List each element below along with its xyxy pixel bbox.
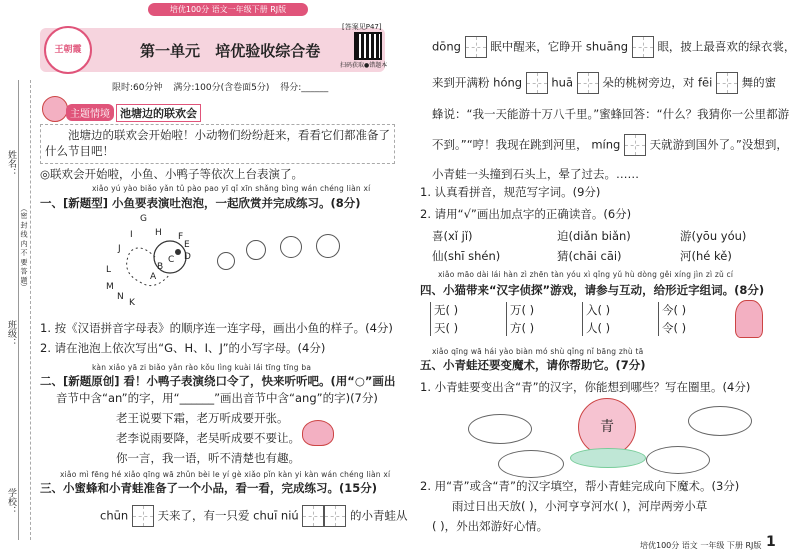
- pair-word[interactable]: 无( ): [434, 303, 459, 317]
- section3-pinyin: xiǎo mì fēng hé xiǎo qīng wā zhǔn bèi le yí gè xiǎo pǐn kàn yi kàn wán chéng liàn xí: [60, 470, 391, 479]
- theme-name: 池塘边的联欢会: [116, 104, 201, 122]
- page-title: [140, 40, 320, 61]
- reading-2-2[interactable]: 猜(chāi cāi): [557, 249, 622, 263]
- time-limit: 限时:60分钟: [112, 83, 163, 93]
- pair-word[interactable]: 方( ): [510, 321, 535, 335]
- text-1b: 眠中醒来，它睁开: [490, 39, 583, 54]
- subquestion-1: 1. 认真看拼音，规范写字词。(9分): [420, 185, 601, 199]
- section4-pinyin: xiǎo māo dài lái hàn zì zhēn tàn yóu xì qǐng yǔ hù dòng gěi xíng jìn zì zǔ cí: [438, 270, 734, 279]
- fish-letter-g[interactable]: G: [140, 214, 147, 224]
- full-score: 满分:100分(含卷面5分): [173, 83, 270, 93]
- theme-intro: [40, 124, 395, 164]
- page-number: 1: [766, 534, 776, 550]
- fish-letter-d[interactable]: D: [184, 252, 191, 262]
- fish-letter-a[interactable]: A: [150, 272, 157, 282]
- bubble-4[interactable]: [316, 234, 340, 258]
- char-box-fei[interactable]: [716, 72, 738, 94]
- pair-word[interactable]: 令( ): [662, 321, 687, 335]
- story-line-2: [432, 72, 776, 94]
- name-label: 姓名：: [6, 150, 16, 177]
- fish-letter-l[interactable]: L: [106, 265, 112, 275]
- char-box-shuang[interactable]: [632, 36, 654, 58]
- fish-letter-e[interactable]: E: [184, 240, 190, 250]
- answer-oval-4[interactable]: [646, 446, 710, 474]
- answer-ref: [答案见P47]: [342, 23, 382, 31]
- mascot-girl-icon: [42, 96, 68, 122]
- pinyin-hong: hóng: [493, 75, 523, 90]
- answer-oval-2[interactable]: [498, 450, 564, 478]
- char-box-niu[interactable]: [324, 505, 346, 527]
- reading-2-1[interactable]: 仙(shī shén): [432, 249, 501, 263]
- char-box-chui[interactable]: [302, 505, 324, 527]
- pair-word[interactable]: 天( ): [434, 321, 459, 335]
- char-box-chun[interactable]: [132, 505, 154, 527]
- qr-caption: 扫码获取●错题本: [340, 62, 388, 69]
- question-1-2: 2. 请在池泡上依次写出“G、H、I、J”的小写字母。(4分): [40, 341, 326, 355]
- section2-heading-cont: 音节中含“an”的字，用“______”画出音节中含“ang”的字)(7分): [56, 391, 378, 405]
- subquestion-2: 2. 请用“√”画出加点字的正确读音。(6分): [420, 207, 632, 221]
- binding-line-inner: [30, 80, 31, 540]
- story-line-4: [432, 134, 788, 156]
- poem-line-3: 你一言，我一语，听不清楚也有趣。: [116, 451, 300, 465]
- pair-bracket: [582, 302, 583, 336]
- char-box-dong[interactable]: [465, 36, 487, 58]
- task-5-2-line1[interactable]: 雨过日出天放( )，小河亨亨河水( )，河岸两旁小草: [452, 499, 708, 513]
- text-2f: 舞的蜜: [741, 75, 777, 90]
- pair-word[interactable]: 入( ): [586, 303, 611, 317]
- fish-letter-i[interactable]: I: [130, 230, 133, 240]
- text-2a: 来到开满粉: [432, 75, 490, 90]
- poem-line-2: 老李说雨要降，老吴听成要不要让。: [116, 431, 300, 445]
- pinyin-chuiniu: chuī niú: [253, 508, 299, 523]
- section5-pinyin: xiǎo qīng wā hái yào biàn mó shù qǐng nǐ bāng zhù tā: [432, 347, 644, 356]
- story-line-5: 小青蛙一头撞到石头上，晕了过去。……: [432, 167, 639, 181]
- poem-line-1: 老王说要下霜，老万听成要开张。: [116, 411, 289, 425]
- score-field[interactable]: 得分:______: [280, 83, 329, 93]
- lily-pad: [570, 448, 646, 468]
- reading-1-1[interactable]: 喜(xǐ jǐ): [432, 229, 473, 243]
- text-spring: 天来了，有一只爱: [157, 508, 250, 523]
- section3-heading: 三、小蜜蜂和小青蛙准备了一个小品，看一看，完成练习。(15分): [40, 481, 378, 495]
- section3-line: [100, 505, 408, 527]
- frog-char: 青: [600, 419, 614, 435]
- text-4c: 天就游到国外了。”没想到，: [649, 137, 788, 152]
- pair-bracket: [506, 302, 507, 336]
- answer-oval-3[interactable]: [688, 406, 752, 436]
- task-5-2: 2. 用“青”或含“青”的汉字填空，帮小青蛙完成向下魔术。(3分): [420, 479, 740, 493]
- reading-2-3[interactable]: 河(hé kě): [680, 249, 732, 263]
- reading-1-3[interactable]: 游(yōu yóu): [680, 229, 747, 243]
- theme-intro-line2: 什么节目吧！: [45, 144, 114, 158]
- char-box-hong[interactable]: [526, 72, 548, 94]
- theme-intro-line1: 池塘边的联欢会开始啦！小动物们纷纷赶来，看看它们都准备了: [68, 128, 390, 142]
- char-box-hua[interactable]: [577, 72, 599, 94]
- text-4a: 不到。”“哼！我现在跳到河里，: [432, 137, 588, 152]
- pair-word[interactable]: 万( ): [510, 303, 535, 317]
- title-main: 培优验收综合卷: [215, 42, 321, 60]
- text-1d: 眼，披上最喜欢的绿衣裳，: [657, 39, 796, 54]
- fish-letter-j[interactable]: J: [118, 244, 121, 254]
- fish-letter-c[interactable]: C: [168, 255, 175, 265]
- pair-bracket: [430, 302, 431, 336]
- story-line-1: [432, 36, 795, 58]
- pinyin-hua: huā: [551, 75, 574, 90]
- section2-pinyin: kàn xiǎo yā zi biǎo yǎn rào kǒu lìng kuài lái tīng tīng ba: [92, 363, 312, 372]
- pinyin-dong: dōng: [432, 39, 461, 54]
- seal-note: （密 封 线 内 不 要 答 题）: [20, 205, 28, 291]
- bubble-1[interactable]: [217, 252, 235, 270]
- cat-icon: [735, 300, 763, 338]
- task-5-1: 1. 小青蛙要变出含“青”的汉字，你能想到哪些？写在圈里。(4分): [420, 380, 751, 394]
- reading-1-2[interactable]: 迫(diǎn biǎn): [557, 229, 631, 243]
- qr-code-icon[interactable]: [354, 32, 382, 60]
- class-label: 班级：: [6, 320, 16, 347]
- task-5-2-line2[interactable]: ( )，外出郊游好心情。: [432, 519, 549, 533]
- fish-letter-n[interactable]: N: [117, 292, 124, 302]
- text-2d: 朵的桃树旁边，对: [602, 75, 695, 90]
- fish-letter-k[interactable]: K: [129, 298, 135, 308]
- pair-word[interactable]: 人( ): [586, 321, 611, 335]
- section4-heading: 四、小猫带来“汉字侦探”游戏，请参与互动，给形近字组词。(8分): [420, 283, 765, 297]
- exam-info: [112, 80, 328, 93]
- pinyin-chun: chūn: [100, 508, 129, 523]
- bubble-2[interactable]: [246, 240, 266, 260]
- section1-pinyin: xiǎo yú yào biǎo yǎn tǔ pào pao yī qǐ xīn shǎng bìng wán chéng liàn xí: [92, 184, 371, 193]
- pair-word[interactable]: 今( ): [662, 303, 687, 317]
- section5-heading: 五、小青蛙还要变魔术，请你帮助它。(7分): [420, 358, 646, 372]
- char-box-ming[interactable]: [624, 134, 646, 156]
- text-frog: 的小青蛙从: [350, 508, 408, 523]
- pinyin-shuang: shuāng: [585, 39, 629, 54]
- bubble-3[interactable]: [280, 236, 302, 258]
- answer-oval-1[interactable]: [468, 414, 532, 444]
- unit-label: 第一单元: [140, 42, 201, 60]
- fish-letter-f[interactable]: F: [178, 232, 184, 242]
- story-line-3: 蜂说：“我一天能游十万八千里。”蜜蜂回答：“什么？我猜你一公里都游: [432, 107, 790, 121]
- fish-letter-m[interactable]: M: [106, 282, 114, 292]
- fish-letter-b[interactable]: B: [157, 262, 164, 272]
- theme-tag: 主题情境: [66, 104, 114, 121]
- brand-logo: 王朝霞: [44, 26, 92, 74]
- duck-icon: [302, 420, 334, 446]
- section1-heading: 一、[新题型] 小鱼要表演吐泡泡，一起欣赏并完成练习。(8分): [40, 196, 361, 210]
- section2-heading: 二、[新题原创] 看！小鸭子表演绕口令了，快来听听吧。(用“○”画出: [40, 374, 396, 388]
- top-banner: 培优100分 语文一年级下册 RJ版: [148, 3, 308, 16]
- question-1-1: 1. 按《汉语拼音字母表》的顺序连一连字母，画出小鱼的样子。(4分): [40, 321, 393, 335]
- school-label: 学校：: [6, 488, 16, 515]
- pinyin-fei: fēi: [697, 75, 713, 90]
- pair-bracket: [658, 302, 659, 336]
- pinyin-ming: míng: [591, 137, 621, 152]
- lead-text: ◎联欢会开始啦，小鱼、小鸭子等依次上台表演了。: [40, 167, 304, 181]
- fish-letter-h[interactable]: H: [155, 228, 162, 238]
- page-footer: 培优100分 语文 一年级 下册 RJ版: [640, 541, 762, 550]
- binding-line-outer: [18, 80, 19, 540]
